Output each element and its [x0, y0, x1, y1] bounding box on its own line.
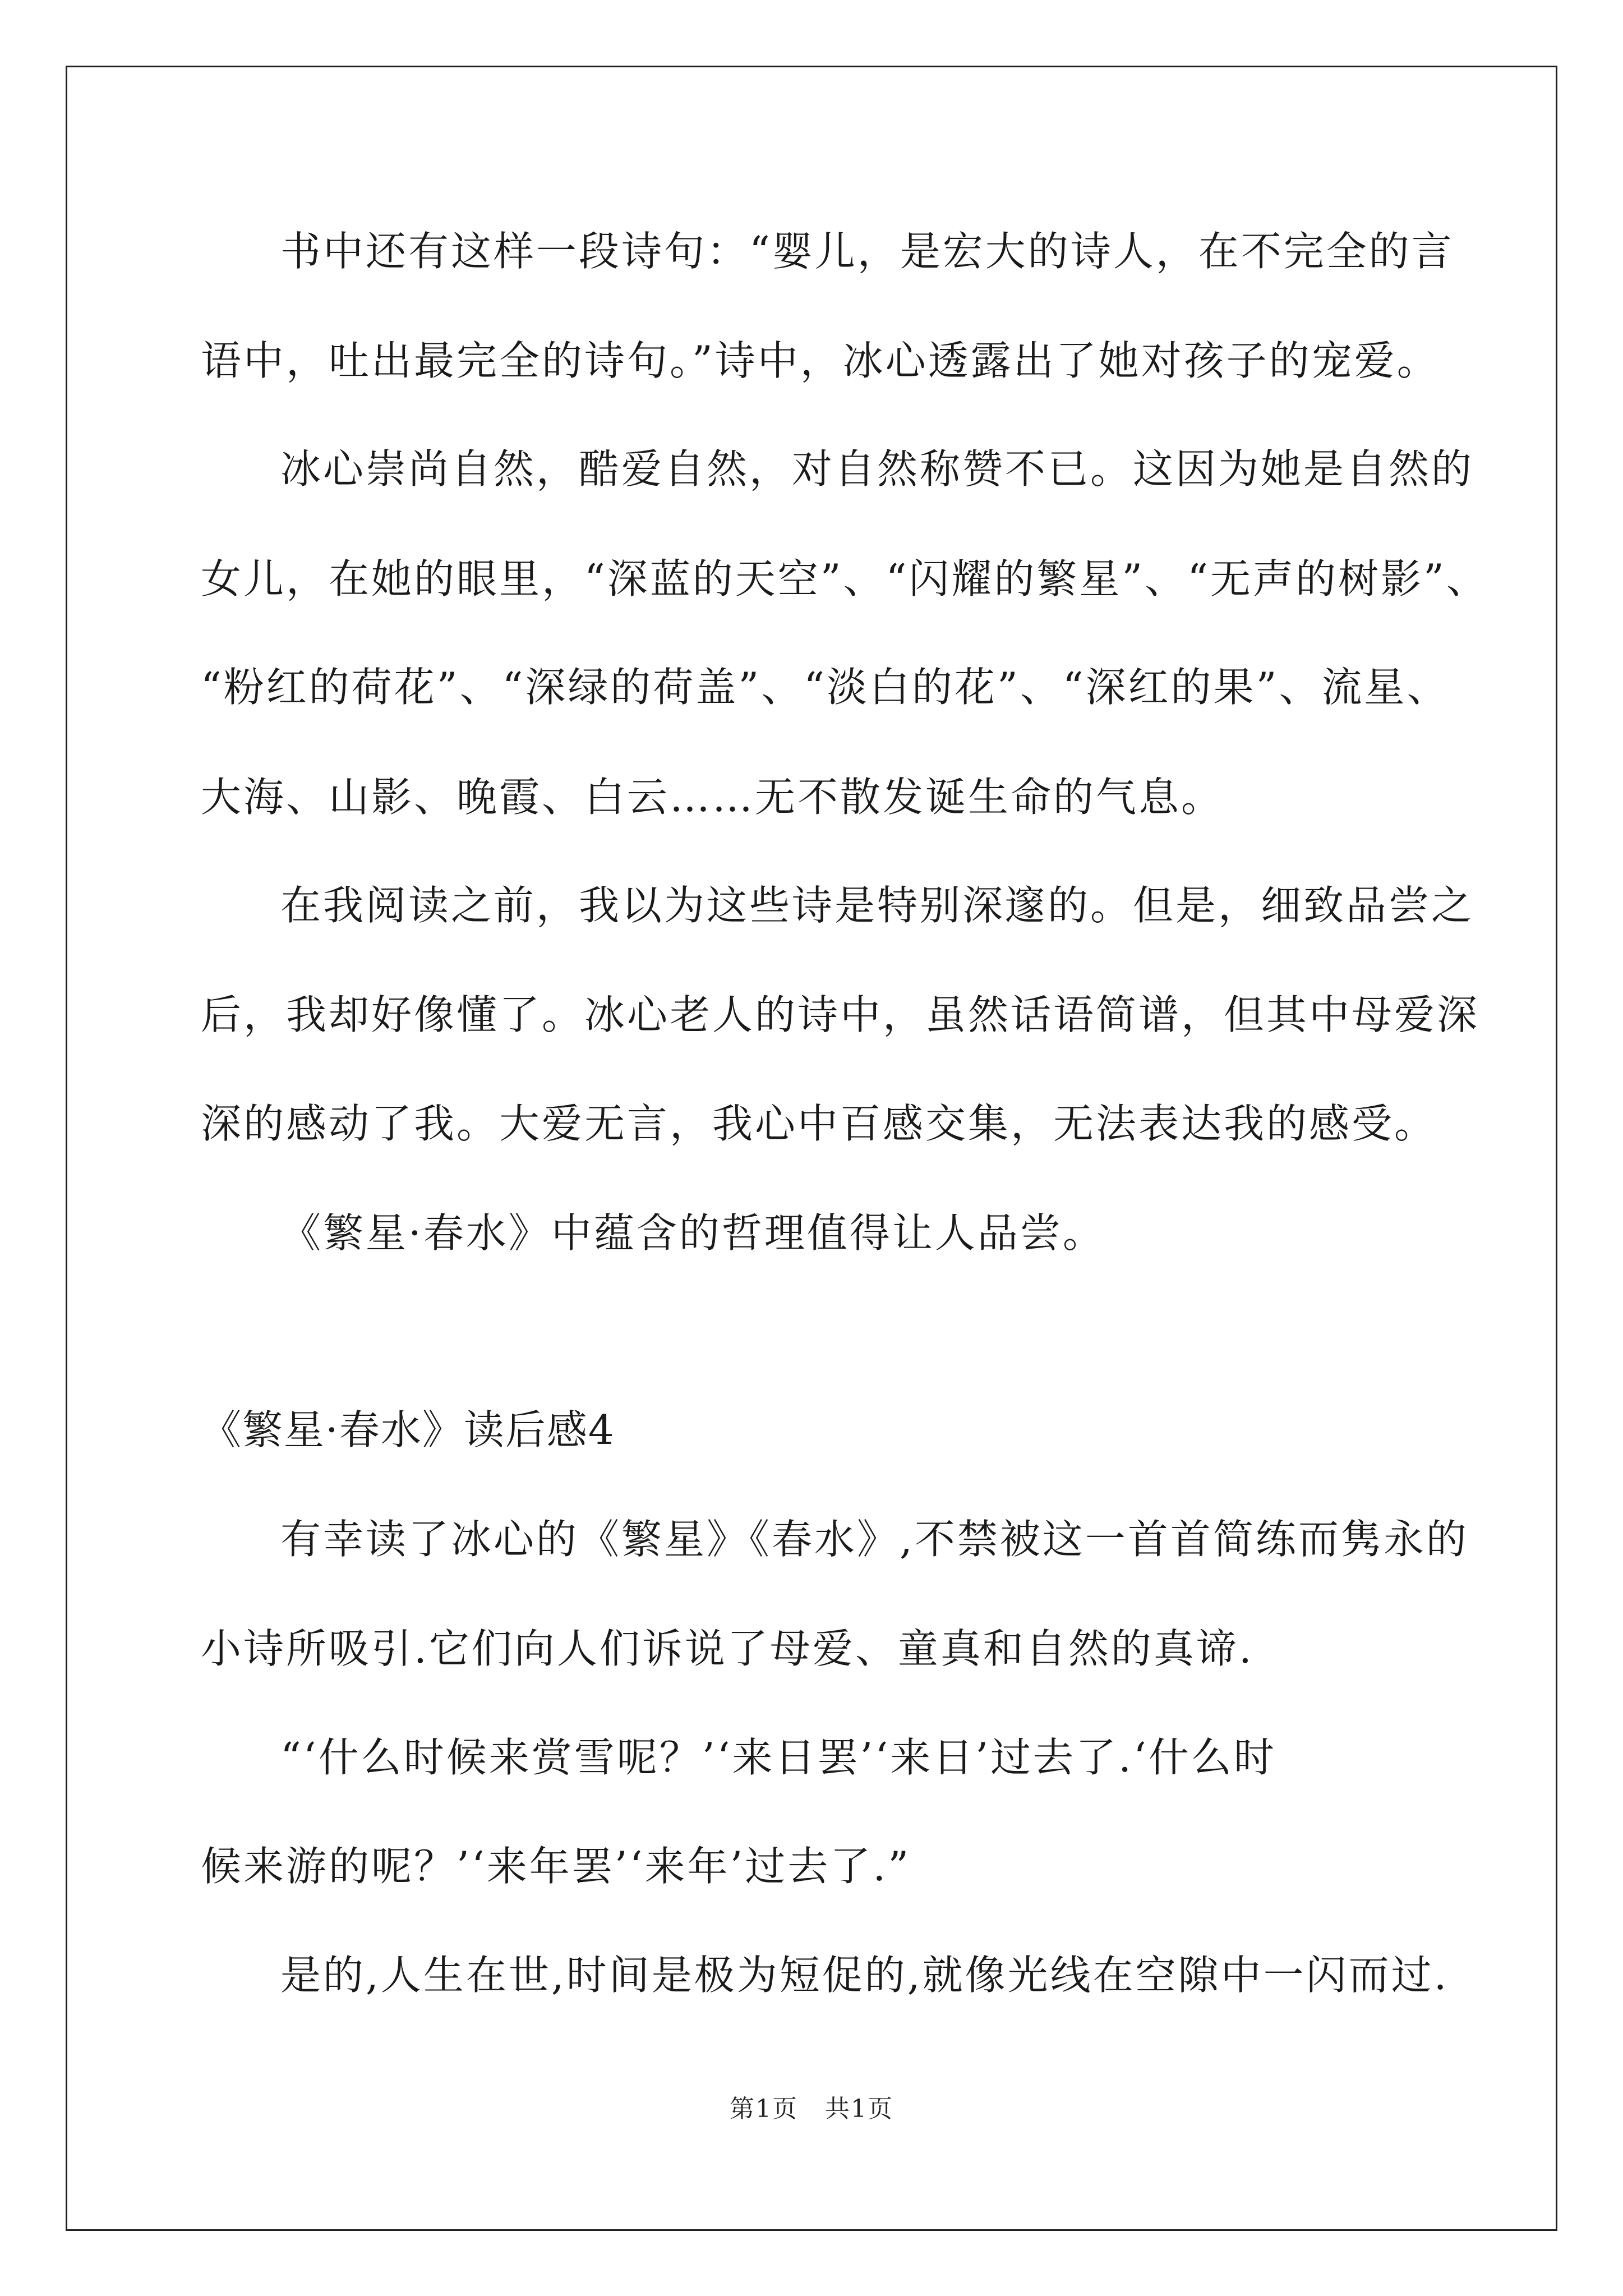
- page-footer: 第1页 共1页: [730, 2095, 893, 2123]
- paragraph-line: 候来游的呢？’‘来年罢’‘来年’过去了.”: [201, 1843, 911, 1890]
- paragraph-line: 书中还有这样一段诗句：“婴儿，是宏大的诗人，在不完全的言: [280, 228, 1454, 275]
- paragraph-line: 冰心崇尚自然，酷爱自然，对自然称赞不已。这因为她是自然的: [280, 445, 1474, 493]
- paragraph-line: 后，我却好像懂了。冰心老人的诗中，虽然话语简谱，但其中母爱深: [201, 991, 1480, 1038]
- paragraph-line: 在我阅读之前，我以为这些诗是特别深邃的。但是，细致品尝之: [280, 882, 1474, 929]
- paragraph-line: 小诗所吸引.它们向人们诉说了母爱、童真和自然的真谛.: [201, 1625, 1254, 1672]
- paragraph-line: 大海、山影、晚霞、白云……无不散发诞生命的气息。: [201, 774, 1224, 821]
- paragraph-line: “‘什么时候来赏雪呢？’‘来日罢’‘来日’过去了.‘什么时: [280, 1734, 1276, 1781]
- paragraph-line: 语中，吐出最完全的诗句。”诗中，冰心透露出了她对孩子的宠爱。: [201, 337, 1440, 384]
- page-border: [66, 66, 1557, 2231]
- section-heading: 《繁星·春水》读后感4: [201, 1406, 615, 1453]
- paragraph-line: 有幸读了冰心的《繁星》《春水》,不禁被这一首首简练而隽永的: [280, 1516, 1469, 1563]
- paragraph-line: 女儿，在她的眼里，“深蓝的天空”、“闪耀的繁星”、“无声的树影”、: [201, 555, 1489, 602]
- paragraph-line: “粉红的荷花”、“深绿的荷盖”、“淡白的花”、“深红的果”、流星、: [201, 664, 1450, 711]
- paragraph-line: 《繁星·春水》中蕴含的哲理值得让人品尝。: [280, 1209, 1105, 1257]
- paragraph-line: 深的感动了我。大爱无言，我心中百感交集，无法表达我的感受。: [201, 1100, 1437, 1147]
- paragraph-line: 是的,人生在世,时间是极为短促的,就像光线在空隙中一闪而过.: [280, 1952, 1449, 1999]
